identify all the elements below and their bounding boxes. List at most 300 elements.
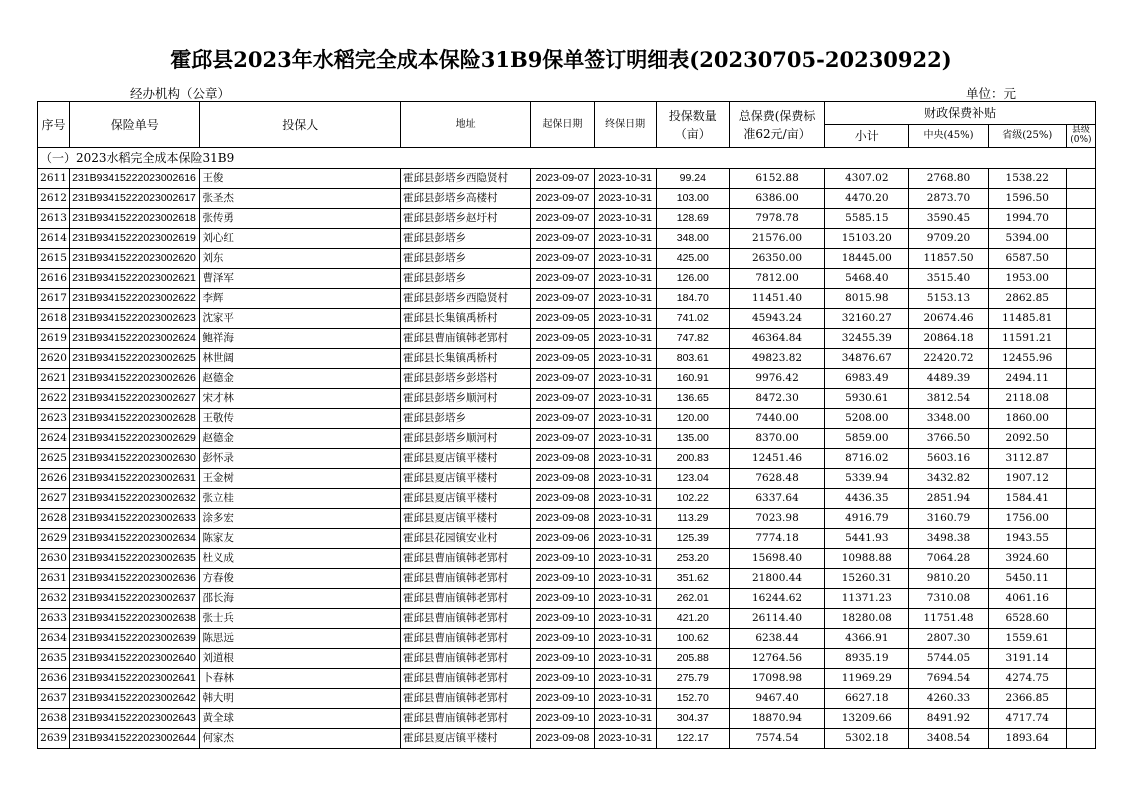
- cell-end-date: 2023-10-31: [594, 509, 656, 529]
- unit-label: 单位：元: [966, 86, 1017, 101]
- cell-quantity: 136.65: [656, 389, 729, 409]
- cell-address: 霍邱县曹庙镇韩老郢村: [401, 569, 531, 589]
- cell-policy-no: 231B93415222023002622: [70, 289, 200, 309]
- cell-end-date: 2023-10-31: [594, 229, 656, 249]
- cell-end-date: 2023-10-31: [594, 309, 656, 329]
- cell-provincial: 2862.85: [988, 289, 1066, 309]
- cell-insured: 陈家友: [200, 529, 401, 549]
- cell-county: [1066, 469, 1095, 489]
- cell-quantity: 200.83: [656, 449, 729, 469]
- table-row: [38, 429, 1096, 449]
- header-quantity-line2: （亩）: [674, 126, 711, 141]
- cell-seq: 2626: [38, 469, 70, 489]
- cell-policy-no: 231B93415222023002629: [70, 429, 200, 449]
- cell-address: 霍邱县曹庙镇韩老郢村: [401, 649, 531, 669]
- cell-central: 3812.54: [909, 389, 988, 409]
- cell-provincial: 2494.11: [988, 369, 1066, 389]
- cell-address: 霍邱县花园镇安业村: [401, 529, 531, 549]
- cell-central: 8491.92: [909, 709, 988, 729]
- cell-provincial: 1756.00: [988, 509, 1066, 529]
- cell-seq: 2636: [38, 669, 70, 689]
- cell-provincial: 1559.61: [988, 629, 1066, 649]
- cell-quantity: 184.70: [656, 289, 729, 309]
- cell-premium: 12451.46: [729, 449, 824, 469]
- cell-quantity: 135.00: [656, 429, 729, 449]
- cell-subtotal: 5208.00: [825, 409, 909, 429]
- cell-end-date: 2023-10-31: [594, 429, 656, 449]
- cell-policy-no: 231B93415222023002618: [70, 209, 200, 229]
- table-row: [38, 509, 1096, 529]
- cell-quantity: 126.00: [656, 269, 729, 289]
- header-quantity: [656, 102, 729, 148]
- cell-subtotal: 5859.00: [825, 429, 909, 449]
- cell-policy-no: 231B93415222023002630: [70, 449, 200, 469]
- cell-premium: 46364.84: [729, 329, 824, 349]
- cell-address: 霍邱县夏店镇平楼村: [401, 729, 531, 749]
- cell-provincial: 1994.70: [988, 209, 1066, 229]
- table-row: [38, 269, 1096, 289]
- cell-end-date: 2023-10-31: [594, 369, 656, 389]
- cell-subtotal: 5302.18: [825, 729, 909, 749]
- cell-provincial: 3112.87: [988, 449, 1066, 469]
- cell-insured: 赵德金: [200, 429, 401, 449]
- cell-seq: 2629: [38, 529, 70, 549]
- cell-central: 7310.08: [909, 589, 988, 609]
- cell-county: [1066, 209, 1095, 229]
- cell-county: [1066, 649, 1095, 669]
- cell-subtotal: 5930.61: [825, 389, 909, 409]
- cell-address: 霍邱县彭塔乡顺河村: [401, 429, 531, 449]
- cell-provincial: 2118.08: [988, 389, 1066, 409]
- cell-start-date: 2023-09-08: [531, 509, 594, 529]
- cell-address: 霍邱县长集镇禹桥村: [401, 309, 531, 329]
- cell-provincial: 11485.81: [988, 309, 1066, 329]
- cell-subtotal: 15103.20: [825, 229, 909, 249]
- cell-address: 霍邱县曹庙镇韩老郢村: [401, 329, 531, 349]
- cell-county: [1066, 189, 1095, 209]
- cell-start-date: 2023-09-05: [531, 309, 594, 329]
- cell-end-date: 2023-10-31: [594, 349, 656, 369]
- cell-subtotal: 4436.35: [825, 489, 909, 509]
- cell-provincial: 4717.74: [988, 709, 1066, 729]
- cell-subtotal: 8716.02: [825, 449, 909, 469]
- cell-subtotal: 34876.67: [825, 349, 909, 369]
- cell-start-date: 2023-09-07: [531, 289, 594, 309]
- header-central: 中央(45%): [909, 125, 988, 148]
- cell-provincial: 6528.60: [988, 609, 1066, 629]
- header-subtotal: 小计: [825, 125, 909, 148]
- cell-quantity: 120.00: [656, 409, 729, 429]
- cell-county: [1066, 709, 1095, 729]
- cell-county: [1066, 349, 1095, 369]
- table-row: [38, 469, 1096, 489]
- table-row: [38, 449, 1096, 469]
- cell-county: [1066, 529, 1095, 549]
- cell-quantity: 253.20: [656, 549, 729, 569]
- cell-provincial: 1538.22: [988, 169, 1066, 189]
- cell-policy-no: 231B93415222023002641: [70, 669, 200, 689]
- cell-end-date: 2023-10-31: [594, 669, 656, 689]
- table-row: [38, 209, 1096, 229]
- cell-central: 9810.20: [909, 569, 988, 589]
- cell-end-date: 2023-10-31: [594, 169, 656, 189]
- cell-insured: 沈家平: [200, 309, 401, 329]
- cell-quantity: 275.79: [656, 669, 729, 689]
- cell-county: [1066, 309, 1095, 329]
- page-title: 霍邱县2023年水稻完全成本保险31B9保单签订明细表(20230705-20230922): [170, 47, 952, 72]
- cell-quantity: 425.00: [656, 249, 729, 269]
- cell-policy-no: 231B93415222023002626: [70, 369, 200, 389]
- cell-seq: 2621: [38, 369, 70, 389]
- cell-address: 霍邱县彭塔乡西隐贤村: [401, 289, 531, 309]
- cell-central: 5744.05: [909, 649, 988, 669]
- table-row: [38, 489, 1096, 509]
- cell-central: 2807.30: [909, 629, 988, 649]
- cell-seq: 2634: [38, 629, 70, 649]
- cell-end-date: 2023-10-31: [594, 589, 656, 609]
- cell-insured: 卜春林: [200, 669, 401, 689]
- cell-subtotal: 11371.23: [825, 589, 909, 609]
- cell-quantity: 803.61: [656, 349, 729, 369]
- cell-subtotal: 18280.08: [825, 609, 909, 629]
- cell-insured: 涂多宏: [200, 509, 401, 529]
- cell-address: 霍邱县曹庙镇韩老郢村: [401, 629, 531, 649]
- cell-end-date: 2023-10-31: [594, 529, 656, 549]
- cell-subtotal: 8015.98: [825, 289, 909, 309]
- cell-policy-no: 231B93415222023002637: [70, 589, 200, 609]
- cell-provincial: 5450.11: [988, 569, 1066, 589]
- cell-end-date: 2023-10-31: [594, 489, 656, 509]
- cell-premium: 21576.00: [729, 229, 824, 249]
- cell-start-date: 2023-09-10: [531, 649, 594, 669]
- cell-seq: 2620: [38, 349, 70, 369]
- header-provincial: 省级(25%): [988, 125, 1066, 148]
- cell-county: [1066, 589, 1095, 609]
- cell-seq: 2612: [38, 189, 70, 209]
- cell-county: [1066, 549, 1095, 569]
- cell-central: 11751.48: [909, 609, 988, 629]
- cell-end-date: 2023-10-31: [594, 249, 656, 269]
- cell-address: 霍邱县曹庙镇韩老郢村: [401, 609, 531, 629]
- cell-county: [1066, 629, 1095, 649]
- cell-provincial: 1943.55: [988, 529, 1066, 549]
- cell-subtotal: 6983.49: [825, 369, 909, 389]
- cell-provincial: 2092.50: [988, 429, 1066, 449]
- cell-insured: 刘心红: [200, 229, 401, 249]
- cell-central: 9709.20: [909, 229, 988, 249]
- cell-premium: 21800.44: [729, 569, 824, 589]
- cell-premium: 26350.00: [729, 249, 824, 269]
- cell-end-date: 2023-10-31: [594, 729, 656, 749]
- cell-end-date: 2023-10-31: [594, 449, 656, 469]
- table-row: [38, 729, 1096, 749]
- table-row: [38, 189, 1096, 209]
- cell-central: 3160.79: [909, 509, 988, 529]
- cell-start-date: 2023-09-07: [531, 369, 594, 389]
- cell-start-date: 2023-09-07: [531, 249, 594, 269]
- cell-county: [1066, 409, 1095, 429]
- cell-county: [1066, 369, 1095, 389]
- cell-policy-no: 231B93415222023002621: [70, 269, 200, 289]
- cell-quantity: 113.29: [656, 509, 729, 529]
- cell-start-date: 2023-09-10: [531, 709, 594, 729]
- cell-insured: 曹泽军: [200, 269, 401, 289]
- table-row: [38, 169, 1096, 189]
- cell-provincial: 11591.21: [988, 329, 1066, 349]
- cell-central: 5153.13: [909, 289, 988, 309]
- cell-seq: 2635: [38, 649, 70, 669]
- table-row: [38, 649, 1096, 669]
- cell-county: [1066, 289, 1095, 309]
- cell-subtotal: 5468.40: [825, 269, 909, 289]
- cell-address: 霍邱县曹庙镇韩老郢村: [401, 689, 531, 709]
- cell-insured: 韩大明: [200, 689, 401, 709]
- cell-county: [1066, 489, 1095, 509]
- cell-insured: 王俊: [200, 169, 401, 189]
- table-row: [38, 389, 1096, 409]
- cell-address: 霍邱县彭塔乡: [401, 269, 531, 289]
- table-row: [38, 549, 1096, 569]
- cell-subtotal: 15260.31: [825, 569, 909, 589]
- cell-start-date: 2023-09-07: [531, 229, 594, 249]
- table-row: [38, 669, 1096, 689]
- cell-premium: 8472.30: [729, 389, 824, 409]
- cell-central: 3498.38: [909, 529, 988, 549]
- cell-start-date: 2023-09-10: [531, 689, 594, 709]
- cell-county: [1066, 509, 1095, 529]
- cell-end-date: 2023-10-31: [594, 629, 656, 649]
- cell-end-date: 2023-10-31: [594, 289, 656, 309]
- cell-insured: 杜义成: [200, 549, 401, 569]
- cell-county: [1066, 229, 1095, 249]
- cell-premium: 17098.98: [729, 669, 824, 689]
- cell-seq: 2614: [38, 229, 70, 249]
- cell-insured: 鲍祥海: [200, 329, 401, 349]
- cell-provincial: 4274.75: [988, 669, 1066, 689]
- cell-quantity: 262.01: [656, 589, 729, 609]
- cell-subtotal: 18445.00: [825, 249, 909, 269]
- header-county: 县级(0%): [1066, 125, 1095, 148]
- section-row: [38, 148, 1096, 169]
- cell-start-date: 2023-09-07: [531, 189, 594, 209]
- header-subsidy: 财政保费补贴: [825, 102, 1096, 125]
- cell-subtotal: 5441.93: [825, 529, 909, 549]
- cell-start-date: 2023-09-07: [531, 269, 594, 289]
- table-row: [38, 609, 1096, 629]
- cell-end-date: 2023-10-31: [594, 609, 656, 629]
- cell-premium: 11451.40: [729, 289, 824, 309]
- cell-subtotal: 8935.19: [825, 649, 909, 669]
- table-row: [38, 689, 1096, 709]
- cell-insured: 方春俊: [200, 569, 401, 589]
- cell-start-date: 2023-09-10: [531, 549, 594, 569]
- cell-start-date: 2023-09-05: [531, 349, 594, 369]
- cell-premium: 15698.40: [729, 549, 824, 569]
- cell-seq: 2623: [38, 409, 70, 429]
- cell-provincial: 5394.00: [988, 229, 1066, 249]
- table-row: [38, 309, 1096, 329]
- cell-end-date: 2023-10-31: [594, 689, 656, 709]
- cell-county: [1066, 249, 1095, 269]
- cell-subtotal: 32455.39: [825, 329, 909, 349]
- cell-premium: 12764.56: [729, 649, 824, 669]
- cell-insured: 彭怀录: [200, 449, 401, 469]
- header-end-date: 终保日期: [594, 102, 656, 148]
- cell-address: 霍邱县彭塔乡: [401, 409, 531, 429]
- cell-subtotal: 11969.29: [825, 669, 909, 689]
- cell-central: 7694.54: [909, 669, 988, 689]
- cell-county: [1066, 429, 1095, 449]
- cell-insured: 张士兵: [200, 609, 401, 629]
- cell-policy-no: 231B93415222023002633: [70, 509, 200, 529]
- cell-quantity: 102.22: [656, 489, 729, 509]
- cell-start-date: 2023-09-08: [531, 489, 594, 509]
- cell-start-date: 2023-09-10: [531, 569, 594, 589]
- cell-quantity: 99.24: [656, 169, 729, 189]
- cell-central: 2873.70: [909, 189, 988, 209]
- cell-seq: 2627: [38, 489, 70, 509]
- cell-address: 霍邱县长集镇禹桥村: [401, 349, 531, 369]
- cell-end-date: 2023-10-31: [594, 329, 656, 349]
- cell-start-date: 2023-09-08: [531, 469, 594, 489]
- cell-provincial: 1953.00: [988, 269, 1066, 289]
- cell-seq: 2615: [38, 249, 70, 269]
- cell-quantity: 351.62: [656, 569, 729, 589]
- cell-county: [1066, 689, 1095, 709]
- cell-policy-no: 231B93415222023002636: [70, 569, 200, 589]
- header-quantity-line1: 投保数量: [668, 108, 717, 123]
- cell-end-date: 2023-10-31: [594, 709, 656, 729]
- cell-central: 2851.94: [909, 489, 988, 509]
- cell-premium: 7628.48: [729, 469, 824, 489]
- cell-start-date: 2023-09-10: [531, 629, 594, 649]
- cell-central: 11857.50: [909, 249, 988, 269]
- cell-end-date: 2023-10-31: [594, 549, 656, 569]
- cell-policy-no: 231B93415222023002635: [70, 549, 200, 569]
- cell-premium: 18870.94: [729, 709, 824, 729]
- cell-insured: 刘道根: [200, 649, 401, 669]
- cell-policy-no: 231B93415222023002619: [70, 229, 200, 249]
- cell-central: 3408.54: [909, 729, 988, 749]
- cell-quantity: 123.04: [656, 469, 729, 489]
- table-row: [38, 629, 1096, 649]
- cell-start-date: 2023-09-05: [531, 329, 594, 349]
- cell-quantity: 304.37: [656, 709, 729, 729]
- cell-end-date: 2023-10-31: [594, 569, 656, 589]
- cell-policy-no: 231B93415222023002628: [70, 409, 200, 429]
- table-row: [38, 229, 1096, 249]
- cell-address: 霍邱县彭塔乡: [401, 229, 531, 249]
- cell-subtotal: 13209.66: [825, 709, 909, 729]
- table-row: [38, 529, 1096, 549]
- cell-provincial: 2366.85: [988, 689, 1066, 709]
- cell-start-date: 2023-09-10: [531, 609, 594, 629]
- cell-premium: 8370.00: [729, 429, 824, 449]
- cell-insured: 刘东: [200, 249, 401, 269]
- header-start-date: 起保日期: [531, 102, 594, 148]
- cell-address: 霍邱县夏店镇平楼村: [401, 449, 531, 469]
- cell-policy-no: 231B93415222023002631: [70, 469, 200, 489]
- policy-table: [37, 101, 1096, 749]
- cell-end-date: 2023-10-31: [594, 469, 656, 489]
- cell-central: 20674.46: [909, 309, 988, 329]
- cell-premium: 9467.40: [729, 689, 824, 709]
- cell-end-date: 2023-10-31: [594, 209, 656, 229]
- cell-address: 霍邱县曹庙镇韩老郢村: [401, 669, 531, 689]
- cell-address: 霍邱县夏店镇平楼村: [401, 489, 531, 509]
- cell-start-date: 2023-09-10: [531, 589, 594, 609]
- cell-provincial: 3924.60: [988, 549, 1066, 569]
- cell-address: 霍邱县夏店镇平楼村: [401, 469, 531, 489]
- cell-quantity: 348.00: [656, 229, 729, 249]
- cell-policy-no: 231B93415222023002642: [70, 689, 200, 709]
- cell-policy-no: 231B93415222023002640: [70, 649, 200, 669]
- cell-central: 3348.00: [909, 409, 988, 429]
- cell-county: [1066, 449, 1095, 469]
- cell-quantity: 128.69: [656, 209, 729, 229]
- cell-seq: 2616: [38, 269, 70, 289]
- cell-seq: 2619: [38, 329, 70, 349]
- cell-insured: 陈思远: [200, 629, 401, 649]
- cell-county: [1066, 389, 1095, 409]
- table-row: [38, 709, 1096, 729]
- cell-policy-no: 231B93415222023002639: [70, 629, 200, 649]
- cell-insured: 王敬传: [200, 409, 401, 429]
- cell-provincial: 1596.50: [988, 189, 1066, 209]
- cell-central: 20864.18: [909, 329, 988, 349]
- cell-seq: 2638: [38, 709, 70, 729]
- cell-premium: 6238.44: [729, 629, 824, 649]
- cell-address: 霍邱县彭塔乡高楼村: [401, 189, 531, 209]
- cell-seq: 2618: [38, 309, 70, 329]
- cell-premium: 7774.18: [729, 529, 824, 549]
- cell-central: 4260.33: [909, 689, 988, 709]
- cell-policy-no: 231B93415222023002623: [70, 309, 200, 329]
- cell-insured: 赵德金: [200, 369, 401, 389]
- cell-county: [1066, 669, 1095, 689]
- cell-seq: 2628: [38, 509, 70, 529]
- cell-address: 霍邱县夏店镇平楼村: [401, 509, 531, 529]
- table-row: [38, 569, 1096, 589]
- cell-quantity: 122.17: [656, 729, 729, 749]
- cell-address: 霍邱县曹庙镇韩老郢村: [401, 549, 531, 569]
- cell-premium: 6386.00: [729, 189, 824, 209]
- cell-premium: 7978.78: [729, 209, 824, 229]
- cell-insured: 宋才林: [200, 389, 401, 409]
- cell-start-date: 2023-09-08: [531, 449, 594, 469]
- cell-premium: 45943.24: [729, 309, 824, 329]
- cell-county: [1066, 609, 1095, 629]
- cell-seq: 2624: [38, 429, 70, 449]
- cell-subtotal: 5339.94: [825, 469, 909, 489]
- cell-insured: 林世阔: [200, 349, 401, 369]
- cell-insured: 张立桂: [200, 489, 401, 509]
- cell-subtotal: 4366.91: [825, 629, 909, 649]
- cell-insured: 张圣杰: [200, 189, 401, 209]
- cell-premium: 49823.82: [729, 349, 824, 369]
- cell-seq: 2632: [38, 589, 70, 609]
- cell-seq: 2611: [38, 169, 70, 189]
- cell-premium: 6337.64: [729, 489, 824, 509]
- cell-premium: 7440.00: [729, 409, 824, 429]
- cell-subtotal: 4307.02: [825, 169, 909, 189]
- cell-central: 3432.82: [909, 469, 988, 489]
- cell-central: 22420.72: [909, 349, 988, 369]
- cell-policy-no: 231B93415222023002624: [70, 329, 200, 349]
- cell-provincial: 6587.50: [988, 249, 1066, 269]
- cell-address: 霍邱县曹庙镇韩老郢村: [401, 589, 531, 609]
- table-row: [38, 289, 1096, 309]
